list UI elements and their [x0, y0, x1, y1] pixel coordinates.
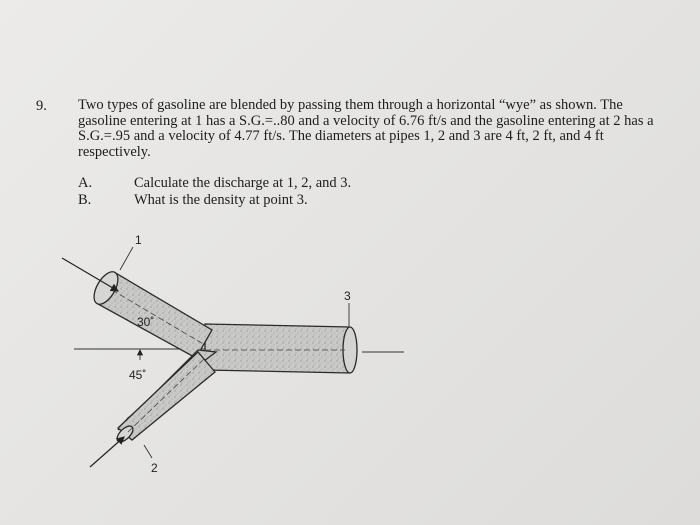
question-stem: Two types of gasoline are blended by passing them through a horizontal “wye” as shown. The gasoline entering at 1 has a S.G.=..80 and a velocity of 6.76 ft/s and the gasoline entering at 2 has a S.G.=.95 and a velocity of 4.77 ft/s. The diameters at pipes 1, 2 and 3 are 4 ft, 2 ft, and 4 ft respectively. [78, 97, 654, 160]
inlet-2-arrow [90, 437, 124, 467]
part-b-letter: B. [78, 192, 92, 208]
part-b-text: What is the density at point 3. [134, 192, 308, 208]
angle-30-label: 30˚ [137, 315, 155, 329]
label-1-leader [120, 247, 133, 270]
label-2-leader [144, 445, 152, 458]
part-a-text: Calculate the discharge at 1, 2, and 3. [134, 175, 352, 191]
part-a-letter: A. [78, 175, 93, 191]
pipe-3-label: 3 [344, 289, 351, 303]
pipe-2-label: 2 [151, 461, 158, 475]
question-number: 9. [36, 98, 47, 114]
angle-45-label: 45˚ [129, 368, 147, 382]
pipe-3 [205, 324, 350, 373]
pipe-3-outlet-end [343, 327, 357, 373]
pipe-1-label: 1 [135, 233, 142, 247]
